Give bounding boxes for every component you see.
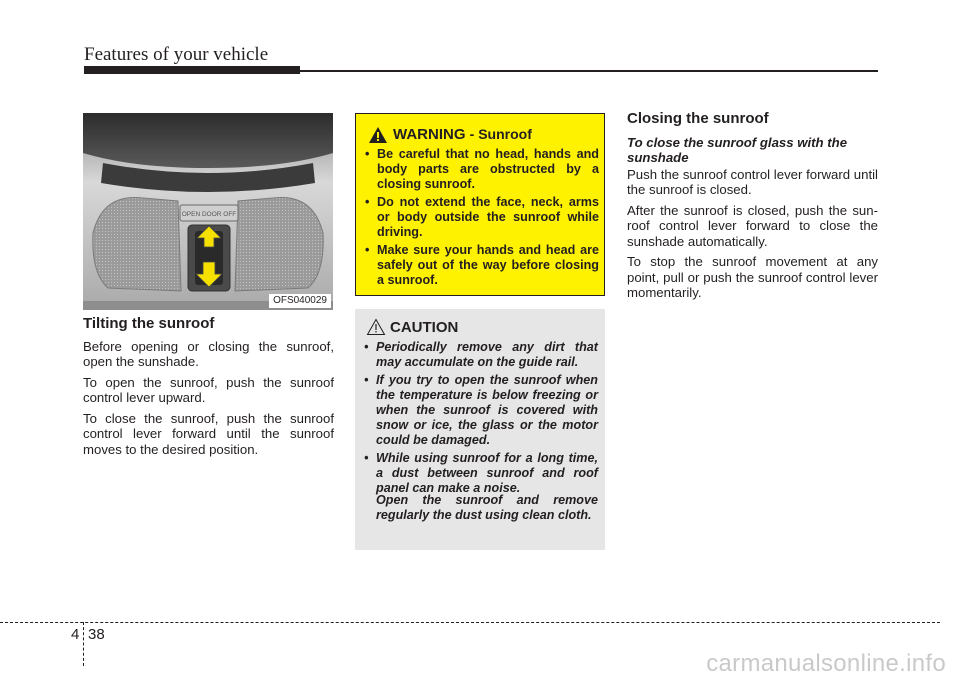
warning-triangle-icon xyxy=(368,126,388,144)
warning-list xyxy=(365,147,599,291)
tilting-paragraph: To open the sunroof, push the sunroof control lever upward. xyxy=(83,374,334,405)
header-bar xyxy=(84,66,300,74)
watermark: carmanualsonline.info xyxy=(706,650,946,677)
caution-triangle-icon xyxy=(366,318,386,336)
caution-box xyxy=(355,309,605,550)
closing-subheading: To close the sunroof glass with the sunshade xyxy=(627,134,848,165)
caution-list xyxy=(364,340,598,499)
header-rule xyxy=(300,70,878,72)
warning-item: • Do not extend the face, neck, arms or body outside the sunroof while driving. xyxy=(365,195,599,239)
caution-item: • If you try to open the sunroof when the temperature is below freezing or when the sunroof is covered with snow or ice, the glass or the motor could be damaged. xyxy=(364,373,598,447)
closing-paragraph: To stop the sunroof movement at any point, pull or push the sunroof control lever momentarily. xyxy=(627,254,878,300)
caution-title: CAUTION xyxy=(390,319,459,336)
warning-label: WARNING xyxy=(393,126,466,143)
page-number: 38 xyxy=(88,626,105,643)
footer-divider xyxy=(83,622,84,666)
lever-label: OPEN DOOR OFF xyxy=(181,211,237,218)
warning-item: • Make sure your hands and head are safely out of the way before closing a sunroof. xyxy=(365,243,599,287)
page-header-title: Features of your vehicle xyxy=(84,44,269,65)
tilting-section xyxy=(83,316,334,462)
tilting-paragraph: Before opening or closing the sunroof, open the sunshade. xyxy=(83,338,334,369)
warning-title xyxy=(393,126,532,143)
caution-extra: Open the sunroof and remove regularly the dust using clean cloth. xyxy=(376,493,598,522)
warning-box xyxy=(355,113,605,296)
tilting-paragraph: To close the sunroof, push the sunroof control lever forward until the sunroof moves to the desired position. xyxy=(83,410,334,457)
warning-item: • Be careful that no head, hands and body parts are obstructed by a closing sunroof. xyxy=(365,147,599,191)
closing-paragraph: Push the sunroof control lever forward until the sunroof is closed. xyxy=(627,166,878,197)
chapter-number: 4 xyxy=(71,626,80,643)
sunroof-console-illustration xyxy=(83,113,333,310)
sunroof-control-figure xyxy=(83,113,333,310)
closing-section xyxy=(627,111,878,306)
caution-item: • While using sunroof for a long time, a dust between sunroof and roof panel can make a noise. xyxy=(364,451,598,495)
tilting-heading: Tilting the sunroof xyxy=(83,315,215,332)
caution-item: • Periodically remove any dirt that may accumulate on the guide rail. xyxy=(364,340,598,369)
warning-subtitle: - Sunroof xyxy=(469,126,532,142)
footer-rule xyxy=(0,622,940,623)
closing-heading: Closing the sunroof xyxy=(627,110,769,127)
figure-code: OFS040029 xyxy=(269,294,331,308)
closing-paragraph: After the sunroof is closed, push the sun-roof control lever forward to close the sunshade automatically. xyxy=(627,202,878,249)
